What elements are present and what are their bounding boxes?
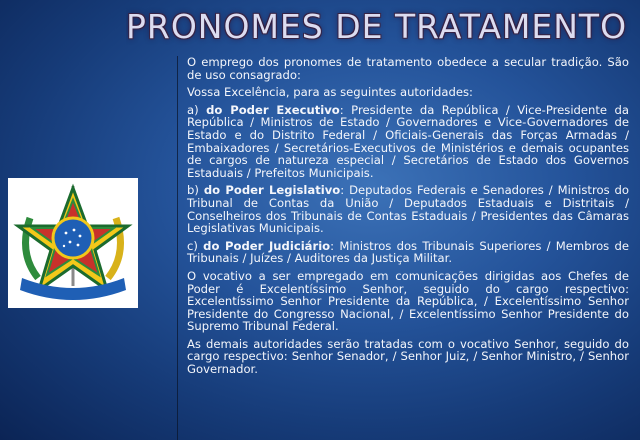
content-divider <box>177 56 178 440</box>
emblem-panel <box>8 178 138 308</box>
paragraph-legislative <box>187 184 629 234</box>
legislative-text: : Deputados Federais e Senadores / Ministros do Tribunal de Contas da União / Deputados Estaduais e Distritais / Conselheiros dos Tribunais de Contas Estaduais / Presidentes das Câmaras Legislativas Municipais. <box>187 183 629 236</box>
judiciary-prefix: c) <box>187 238 204 253</box>
text-body <box>187 56 629 381</box>
legislative-heading: do Poder Legislativo <box>203 183 341 198</box>
legislative-prefix: b) <box>187 183 204 198</box>
executive-heading: do Poder Executivo <box>206 102 340 117</box>
paragraph-executive <box>187 104 629 180</box>
slide-title: PRONOMES DE TRATAMENTO <box>126 7 628 46</box>
paragraph-others: As demais autoridades serão tratadas com o vocativo Senhor, seguido do cargo respectivo: Senhor Senador, / Senhor Juiz, / Senhor Ministro, / Senhor Governador. <box>187 336 629 377</box>
executive-text: : Presidente da República / Vice-Presidente da República / Ministros de Estado / Governadores e Vice-Governadores de Estado e do Distrito Federal / Oficiais-Generais das Forças Armadas / Embaixadores / Secretários-Executivos de Ministérios e demais ocupantes de cargos de natureza especial / Secretários de Estado dos Governos Estaduais / Prefeitos Municipais. <box>187 102 629 180</box>
paragraph-excellency: Vossa Excelência, para as seguintes autoridades: <box>187 85 473 100</box>
judiciary-text: : Ministros dos Tribunais Superiores / Membros de Tribunais / Juízes / Auditores da Justiça Militar. <box>187 238 629 266</box>
judiciary-heading: do Poder Judiciário <box>203 238 331 253</box>
paragraph-vocative: O vocativo a ser empregado em comunicações dirigidas aos Chefes de Poder é Excelentíssimo Senhor, seguido do cargo respectivo: Excelentíssimo Senhor Presidente da República, / Excelentíssimo Senhor Presidente do Congresso Nacional, / Excelentíssimo Senhor Presidente do Supremo Tribunal Federal. <box>187 268 629 334</box>
executive-prefix: a) <box>187 102 207 117</box>
coat-of-arms-icon <box>8 178 138 308</box>
paragraph-intro: O emprego dos pronomes de tratamento obedece a secular tradição. São de uso consagrado: <box>187 55 629 82</box>
paragraph-judiciary <box>187 240 629 265</box>
